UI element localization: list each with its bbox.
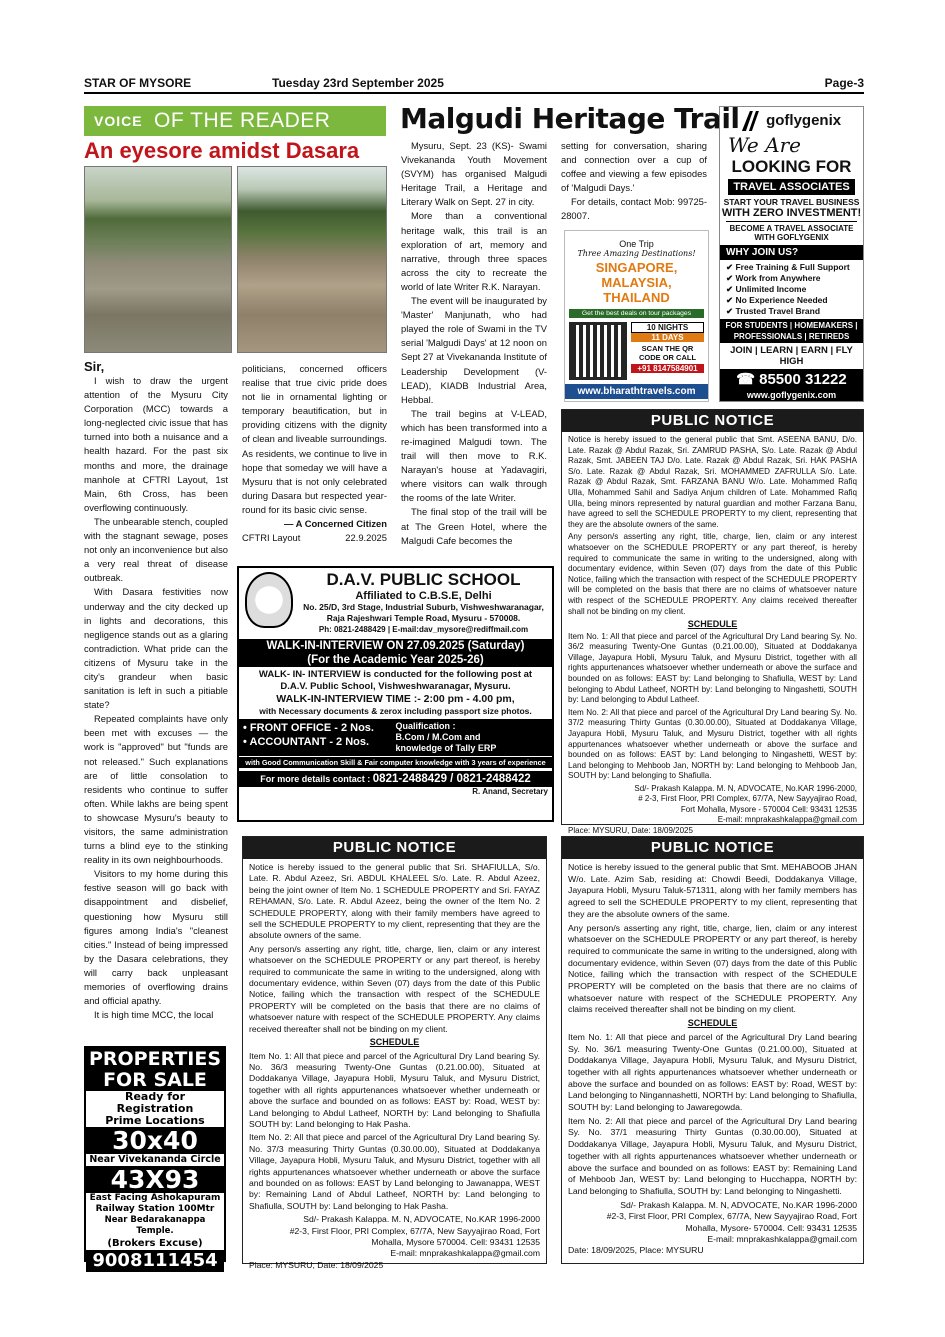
notice-paragraph: Any person/s asserting any right, title, charge, lien, claim or any interest whatsoever on the SCHEDULE PROPERTY or any part thereof, is hereby required to communicate the same in writing to the undersigned, along with documentary evidence, within Seven (07) days from the date of this Public Notice, failing which the transaction with respect of the SCHEDULE PROPERTY will be completed on the basis that there are no claims of whatsoever nature with respect of the SCHEDULE PROPERTY. Any claims received thereafter shall not be binding on my client. — [568, 922, 857, 1015]
voice-of-reader-banner — [84, 106, 386, 136]
letter-place: CFTRI Layout — [242, 532, 301, 544]
public-notice-1 — [561, 409, 864, 835]
letter-headline: An eyesore amidst Dasara — [84, 138, 360, 163]
schedule-item: Item No. 1: All that piece and parcel of the Agricultural Dry Land bearing Sy. No. 36/3 measuring Twenty-One Guntas (0.21.00.00), Situated at Doddakanya Village, Jayapura Hobli, Mysuru Taluk, and Mysuru District, together with all rights appurtenances whatsoever whether underneath or above the surface and bounded on as follows: EAST by: Road, WEST by: Land belonging to Abdul Latheef, NORTH by: Land belonging to Shafiulla SOUTH by: Land belonging to Hak Pasha. — [249, 1050, 540, 1129]
drain-photo-2 — [237, 166, 387, 353]
schedule-item: Item No. 1: All that piece and parcel of the Agricultural Dry Land bearing Sy. No. 36/1 measuring Twenty-One Guntas (0.21.00.00), Situated at Doddakanya Village, Jayapura Hobli, Mysuru Taluk, and Mysuru District, together with all rights appurtenances whatsoever whether underneath or above the surface and bounded on as follows: EAST by: Road, WEST by: Land belonging to Ningannashetti, NORTH by: Land belonging to Shafiulla, SOUTH by: Land belonging to Jawaregowda. — [568, 1031, 857, 1113]
letter-paragraph: It is high time MCC, the local — [94, 1009, 214, 1021]
post-accountant: • ACCOUNTANT - 2 Nos. — [243, 736, 370, 748]
three-destinations: Three Amazing Destinations! — [577, 249, 696, 258]
deals-banner: Get the best deals on tour packages — [569, 309, 704, 318]
site-location-2: Railway Station 100Mtr — [95, 1204, 215, 1214]
voice-title: OF THE READER — [154, 109, 331, 132]
nights: 10 NIGHTS — [631, 322, 704, 333]
paper-name: STAR OF MYSORE — [84, 76, 192, 90]
letter-paragraph: I wish to draw the urgent attention of the Mysuru City Corporation (MCC) towards a long-neglected civic issue that has turned into both a nuisance and a health hazard. For the past six months and more, the drainage manhole at CFTRI Layout, 1st Main, 6th Cross, has been overflowing continuously. — [84, 375, 228, 513]
sale-heading: PROPERTIES — [86, 1048, 224, 1070]
audience: FOR STUDENTS | HOMEMAKERS | PROFESSIONALS | RETIREDS — [720, 319, 863, 343]
advocate-signature: Sd/- Prakash Kalappa. M. N, ADVOCATE, No.KAR 1996-2000 #2-3, First Floor, PRI Complex, 67/7A, New Sayyajirao Road, Fort Mohalla, Mysore- 570004. Cell: 93431 12535 E-mail: mnprakashkalappa@gmail.com — [606, 1199, 857, 1244]
schedule-heading: SCHEDULE — [369, 1037, 420, 1048]
malgudi-paragraph: setting for conversation, sharing and connection over a cup of coffee and viewing a few episodes of 'Malgudi Days.' — [561, 140, 707, 194]
page-header — [84, 74, 864, 94]
sale-note: Prime Locations — [105, 1114, 205, 1127]
properties-for-sale-ad — [84, 1046, 226, 1271]
secretary: R. Anand, Secretary — [472, 787, 548, 796]
schedule-item: Item No. 2: All that piece and parcel of the Agricultural Dry Land bearing Sy. No. 37/1 measuring Thirty Guntas (0.30.00.00), Situated at Doddakanya Village, Jayapura Hobli, Mysuru Taluk, and Mysuru District, together with all rights appurtenances whatsoever whether underneath or above the surface and bounded on as follows: EAST by: Remaining Land of Mehboob Jan, WEST by: Land belonging to Hucchappa, NORTH by: Land belonging to Shafiulla, SOUTH by: Land belonging to Ningashetti. — [568, 1115, 857, 1196]
schedule-item: Item No. 1: All that piece and parcel of the Agricultural Dry Land bearing Sy. No. 36/2 measuring Twenty-One Guntas (0.21.00.00), Situated at Doddakanya Village, Jayapura Hobli, Mysuru Taluk, and Mysuru District, together with all rights appurtenances whatsoever whether underneath or above the surface and bounded on as follows: EAST by: Land belonging to Shafiulla, WEST by: Land belonging to Abdul Latheef, NORTH by: Land belonging to Ningashetti, SOUTH by: Land belonging to Abdul Latheef. — [568, 631, 857, 705]
sale-note: Ready for Registration — [116, 1090, 194, 1115]
school-phones: 0821-2488429 / 0821-2488422 — [372, 773, 531, 785]
qr-code — [569, 322, 627, 380]
notice-title: PUBLIC NOTICE — [562, 837, 863, 859]
more-details: For more details contact : — [260, 774, 373, 784]
become-associate: BECOME A TRAVEL ASSOCIATE WITH GOFLYGENIX — [726, 221, 857, 242]
site-size-2: 43X93 — [86, 1166, 224, 1193]
schedule-heading: SCHEDULE — [687, 1018, 738, 1029]
goflygenix-logo: goflygenix — [720, 111, 863, 131]
malgudi-paragraph: Mysuru, Sept. 23 (KS)- Swami Vivekananda Youth Movement (SVYM) has organised Malgudi Heritage Trail, a Heritage and Literary Walk on Sept. 27 in city. — [401, 140, 547, 208]
public-notice-2 — [242, 836, 547, 1270]
join-learn: JOIN | LEARN | EARN | FLY HIGH — [730, 345, 853, 367]
malgudi-paragraph: The final stop of the trail will be at The Green Hotel, where the Malgudi Cafe becomes the — [401, 506, 547, 546]
days: 11 DAYS — [631, 333, 704, 342]
letter-paragraph: With Dasara festivities now underway and the city decked up in lights and decorations, this negligence stands out as a glaring contradiction. What pride can the citizens of Mysuru take in the city's grandeur when basic sanitation is left in such a pitiable state? — [84, 586, 228, 711]
schedule-heading: SCHEDULE — [687, 619, 738, 630]
schedule-item: Item No. 2: All that piece and parcel of the Agricultural Dry Land bearing Sy. No. 37/2 measuring Thirty Guntas (0.30.00.00), Situated at Doddakanya Village, Jayapura Hobli, Mysuru Taluk, and Mysuru District, together with all rights appurtenances whatsoever whether underneath or above the surface and bounded on as follows: EAST by: Land belonging to Ningashetti, WEST by: Land belonging to Mehboob Jan, NORTH by: Land belonging to Mehboob Jan, SOUTH by: Land belonging to Shafiulla. — [568, 707, 857, 781]
sale-heading: FOR SALE — [86, 1070, 224, 1091]
malgudi-column-1 — [401, 139, 547, 548]
documents-note: with Necessary documents & zerox including passport size photos. — [259, 706, 532, 716]
notice-paragraph: Any person/s asserting any right, title, charge, lien, claim or any interest whatsoever on the SCHEDULE PROPERTY or any part thereof, is hereby required to communicate the same in writing to the undersigned, along with documentary evidence, within Seven (07) days from the date of this Public Notice, failing which the transaction with respect of the SCHEDULE PROPERTY will be completed on the basis that there are no claims of whatsoever nature with respect of the SCHEDULE PROPERTY. Any claims received thereafter shall not be binding on my client. — [568, 532, 857, 616]
letter-paragraph: Visitors to my home during this festive season will go back with disappointment and disbelief, questioning how Mysuru still figures among India's "cleanest cities." Instead of being impressed by the Dasara celebrations, they will carry back unpleasant memories of overflowing drains and official apathy. — [84, 868, 228, 1007]
why-join: WHY JOIN US? — [720, 245, 863, 260]
notice-footer: Place: MYSURU, Date: 18/09/2025 — [568, 825, 693, 835]
sale-phone: 9008111454 — [86, 1250, 224, 1272]
walk-in-banner: WALK-IN-INTERVIEW ON 27.09.2025 (Saturday) — [239, 639, 552, 653]
post-front-office: • FRONT OFFICE - 2 Nos. — [243, 722, 374, 734]
advocate-signature: Sd/- Prakash Kalappa. M. N, ADVOCATE, No.KAR 1996-2000, # 2-3, First Floor, PRI Complex, 67/7A, New Sayyajirao Road, Fort Mohalla, Mysore - 570004 Cell: 93431 12535 E-mail: mnprakashkalappa@gmail.com — [634, 784, 857, 825]
scan-qr: SCAN THE QR CODE OR CALL — [638, 344, 697, 362]
start-business: START YOUR TRAVEL BUSINESS — [723, 197, 860, 207]
letter-paragraph: Repeated complaints have only been met with excuses — the work is "approved" but "funds are not released." Such explanations are of little consolation to residents who continue to suffer often. While lakhs are being spent to showcase Mysuru's beauty to visitors, the same administration turns a blind eye to the stinking reality in its own neighbourhoods. — [84, 713, 228, 866]
malgudi-headline: Malgudi Heritage Trail — [400, 102, 740, 135]
zero-investment: WITH ZERO INVESTMENT! — [721, 207, 862, 219]
letter-author: — A Concerned Citizen — [284, 518, 387, 530]
malgudi-column-2 — [561, 139, 707, 224]
drain-photo-1 — [84, 166, 232, 353]
benefits-list: ✔ Free Training & Full Support ✔ Work from Anywhere ✔ Unlimited Income ✔ No Experience Needed ✔ Trusted Travel Brand — [726, 262, 850, 316]
destinations: SINGAPORE, MALAYSIA, THAILAND — [595, 260, 678, 305]
site-location-1: Near Vivekananda Circle — [89, 1154, 221, 1165]
malgudi-paragraph: More than a conventional heritage walk, this trail is an exploration of art, memory and narrative, through three spaces across the city to recreate the world of late Writer R.K. Narayan. — [401, 210, 547, 292]
dav-emblem-icon — [245, 572, 293, 628]
one-trip: One Trip — [619, 239, 654, 249]
academic-year: (For the Academic Year 2025-26) — [239, 653, 552, 667]
malgudi-paragraph: The event will be inaugurated by 'Master' Manjunath, who had played the role of Swami in the TV serial 'Malgudi Days' at 12 noon on Sept 27 at Vivekananda Institute of Leadership Development (V-LEAD), KIADB Industrial Area, Hebbal. — [401, 295, 547, 405]
letter-column-2 — [242, 362, 387, 545]
salutation: Sir, — [84, 359, 105, 374]
interview-time: WALK-IN-INTERVIEW TIME :- 2:00 pm - 4.00 pm, — [276, 693, 515, 705]
qualification: knowledge of Tally ERP — [395, 743, 497, 753]
interview-line: WALK- IN- INTERVIEW is conducted for the following post at — [258, 669, 533, 680]
we-are: We Are — [728, 133, 801, 157]
school-address: No. 25/D, 3rd Stage, Industrial Suburb, Vishweshwaranagar, — [303, 602, 544, 612]
letter-date: 22.9.2025 — [345, 532, 387, 544]
goflygenix-ad — [719, 106, 864, 402]
school-address: Raja Rajeshwari Temple Road, Mysuru - 570008. — [326, 613, 521, 623]
notice-paragraph: Notice is hereby issued to the general public that Sri. SHAFIULLA, S/o. Late. R. Abdul Azeez, Sri. ABDUL KHALEEL S/o. Late. R. Abdul Azeez, being the joint owner of Item No. 1 SCHEDULE PROPERTY and Sri. FAYAZ REHAMAN, S/o. Late. R. Abdul Azeez, being the owner of the Item No. 2 SCHEDULE PROPERTY, along with their family members have agreed to sell the SCHEDULE PROPERTY to my client, representing that they are the absolute owners of the same. — [249, 862, 540, 941]
school-name: D.A.V. PUBLIC SCHOOL — [326, 570, 521, 589]
letter-column-1 — [84, 360, 228, 1022]
dav-school-ad — [237, 566, 554, 822]
schedule-item: Item No. 2: All that piece and parcel of the Agricultural Dry Land bearing Sy. No. 37/3 measuring Thirty Guntas (0.30.00.00), Situated at Doddakanya Village, Jayapura Hobli, Mysuru Taluk, and Mysuru District, together with all rights appurtenances whatsoever whether underneath or above the surface and bounded on as follows: EAST by Land belonging to Jawanappa, WEST by: Remaining Land of Abdul Latheef, NORTH by: Land belonging to Shafiulla, SOUTH by: Land belonging to Hak Pasha. — [249, 1132, 540, 1211]
affiliation: Affiliated to C.B.S.E, Delhi — [355, 590, 492, 602]
looking-for: LOOKING FOR — [731, 157, 852, 176]
bharath-travels-ad — [564, 230, 709, 402]
qualification: B.Com / M.Com and — [395, 732, 481, 742]
advocate-signature: Sd/- Prakash Kalappa. M. N, ADVOCATE, No.KAR 1996-2000 #2-3, First Floor, PRI Complex, 67/7A, New Sayyajirao Road, Fort Mohalla, Mysore 570004. Cell: 93431 12535 E-mail: mnprakashkalappa@gmail.com — [289, 1214, 540, 1259]
letter-paragraph: politicians, concerned officers realise that true civic pride does not lie in ornamental lighting or temporary beautification, but in providing citizens with the dignity of clean and liveable surroundings. As residents, we continue to live in hope that someday we will have a Mysuru that is not only celebrated during Dasara but respected year-round for its basic civic sense. — [242, 363, 387, 515]
notice-title: PUBLIC NOTICE — [243, 837, 546, 859]
issue-date: Tuesday 23rd September 2025 — [272, 76, 444, 90]
interview-line: D.A.V. Public School, Vishweshwaranagar, Mysuru. — [280, 681, 511, 692]
brokers-excuse: (Brokers Excuse) — [107, 1238, 203, 1249]
notice-footer: Place: MYSURU, Date: 18/09/2025 — [249, 1259, 384, 1270]
skill-note: with Good Communication Skill & Fair computer knowledge with 3 years of experience — [239, 757, 552, 768]
bharath-web: www.bharathtravels.com — [565, 384, 708, 399]
qualification-label: Qualification : — [395, 721, 456, 731]
malgudi-paragraph: The trail begins at V-LEAD, which has been transformed into a re-imagined Malgudi town. The trail will then move to R.K. Narayan's house at Yadavagiri, where visitors can walk through the rooms of the late Writer. — [401, 407, 547, 504]
goflygenix-web: www.goflygenix.com — [720, 389, 863, 401]
school-contact: Ph: 0821-2488429 | E-mail:dav_mysore@rediffmail.com — [318, 625, 529, 634]
site-size-1: 30x40 — [86, 1127, 224, 1154]
public-notice-3 — [561, 836, 864, 1264]
notice-paragraph: Notice is hereby issued to the general public that Smt. MEHABOOB JHAN W/o. Late. Azim Sab, residing at: Chowdi Beedi, Doddakanya Village, Jayapura Hobli, Mysuru Taluk-571311, along with her family members has agreed to sell the SCHEDULE PROPERTY to my client, representing that they are the absolute owners of the same. — [568, 862, 857, 919]
travel-associates: TRAVEL ASSOCIATES — [728, 179, 855, 195]
malgudi-contact: For details, contact Mob: 99725-28007. — [561, 196, 707, 222]
site-location-2: East Facing Ashokapuram — [89, 1193, 221, 1203]
notice-paragraph: Any person/s asserting any right, title, charge, lien, claim or any interest whatsoever on the SCHEDULE PROPERTY or any part thereof, is hereby required to communicate the same in writing to the undersigned, along with documentary evidence, within Seven (07) days from the date of this Public Notice, failing which the transaction with respect of the SCHEDULE PROPERTY will be completed on the basis that there are no claims of whatsoever nature with respect of the SCHEDULE PROPERTY. Any claims received thereafter shall not be binding on my client. — [249, 943, 540, 1034]
notice-title: PUBLIC NOTICE — [562, 410, 863, 432]
goflygenix-phone: ☎ 85500 31222 — [720, 369, 863, 389]
voice-label: VOICE — [94, 113, 143, 129]
notice-footer: Date: 18/09/2025, Place: MYSURU — [568, 1245, 704, 1256]
page-number: Page-3 — [824, 76, 864, 90]
letter-paragraph: The unbearable stench, coupled with the stagnant sewage, poses not only an inconvenience but also a very real threat of disease outbreak. — [84, 515, 228, 584]
logo-icon — [742, 111, 762, 131]
site-location-2: Near Bedarakanappa Temple. — [104, 1215, 206, 1236]
bharath-phone: +91 8147584901 — [631, 364, 704, 373]
notice-paragraph: Notice is hereby issued to the general public that Smt. ASEENA BANU, D/o. Late. Razak @ Abdul Razak, Sri. ZAMRUD PASHA, S/o. Late. Razak @ Abdul Razak, Smt. JABEEN TAJ D/o. Late. Razak @ Abdul Razak, Sri. HAK PASHA S/o. Late. Razak @ Abdul Razak, Sri. MOHAMMED ZAFRULLA S/o. Late. Razak @ Abdul Razak, Smt. FARZANA BANU W/o. Late. Mohammed Rafiq Ulla, Mohammed Sahil and Sadiya Anjum children of Late. Mohammed Rafiq Ulla, being minors represented by natural guardian and mother Farzana Banu, have agreed to sell the SCHEDULE PROPERTY to my client, representing that they are the absolute owners of the same. — [568, 435, 857, 529]
